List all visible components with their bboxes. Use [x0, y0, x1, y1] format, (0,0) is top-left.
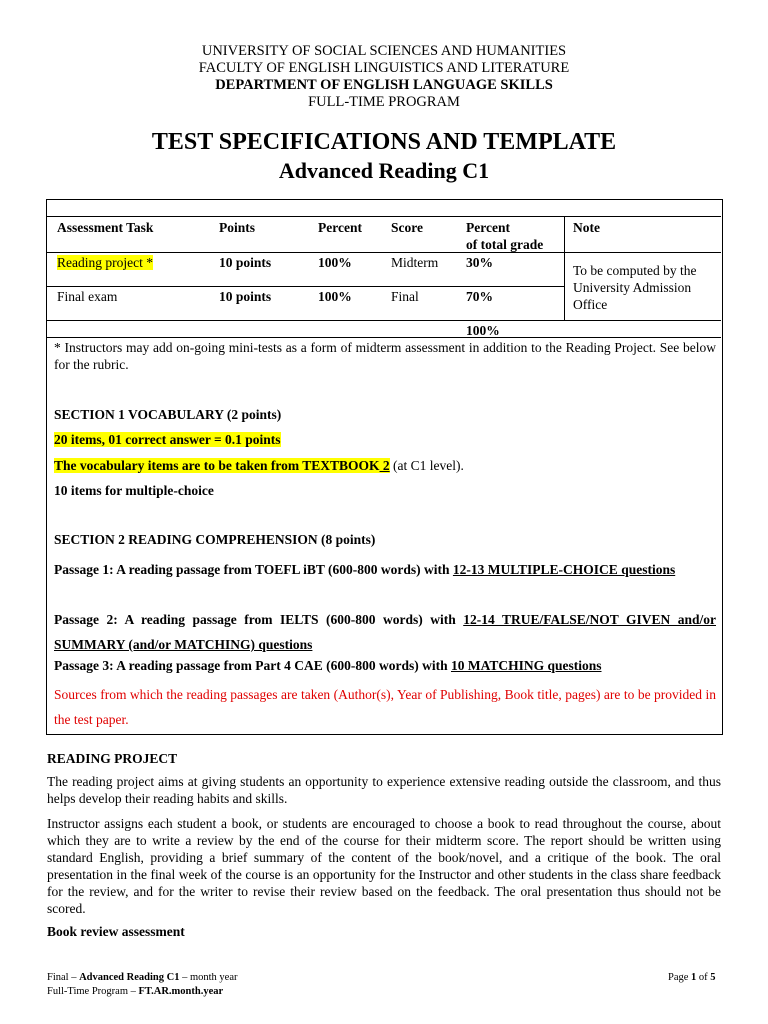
- reading-project-heading: READING PROJECT: [47, 751, 178, 766]
- table-rule: [46, 216, 721, 217]
- book-review-assessment-heading: Book review assessment: [47, 924, 185, 939]
- footnote: * Instructors may add on-going mini-tests as a form of midterm assessment in addition to the Reading Project. See below for the rubric.: [54, 340, 716, 372]
- task-final-exam: Final exam: [57, 289, 118, 304]
- th-score: Score: [391, 220, 423, 235]
- section1-mc: 10 items for multiple-choice: [54, 483, 214, 498]
- th-assessment-task: Assessment Task: [57, 220, 154, 235]
- table-rule: [46, 320, 721, 321]
- note-cell: To be computed by the University Admission Office: [573, 263, 697, 312]
- document-title: TEST SPECIFICATIONS AND TEMPLATE: [151, 129, 617, 155]
- th-percent: Percent: [318, 220, 362, 235]
- row1-score: Midterm: [391, 255, 439, 270]
- table-rule: [46, 252, 721, 253]
- th-percent-total: Percent of total grade: [466, 220, 544, 252]
- row2-score: Final: [391, 289, 419, 304]
- row1-percent: 100%: [318, 255, 352, 270]
- sources-note: Sources from which the reading passages are taken (Author(s), Year of Publishing, Book title, pages) are to be provided in the test paper.: [54, 687, 716, 727]
- total-percent: 100%: [466, 323, 500, 338]
- row2-points: 10 points: [219, 289, 272, 304]
- section1-vocab-source: The vocabulary items are to be taken from TEXTBOOK 2 (at C1 level).: [54, 458, 464, 473]
- section1-items: 20 items, 01 correct answer = 0.1 points: [54, 432, 281, 447]
- department-name: DEPARTMENT OF ENGLISH LANGUAGE SKILLS: [215, 77, 553, 93]
- th-note: Note: [573, 220, 600, 235]
- faculty-name: FACULTY OF ENGLISH LINGUISTICS AND LITERATURE: [198, 60, 570, 76]
- passage-2: Passage 2: A reading passage from IELTS (600-800 words) with 12-14 TRUE/FALSE/NOT GIVEN and/or SUMMARY (and/or MATCHING) questions: [54, 612, 716, 652]
- table-rule: [46, 286, 564, 287]
- section1-heading: SECTION 1 VOCABULARY (2 points): [54, 407, 282, 422]
- section2-heading: SECTION 2 READING COMPREHENSION (8 points): [54, 532, 376, 547]
- reading-project-para2: Instructor assigns each student a book, or students are encouraged to choose a book to read throughout the course, about which they are to write a review by the end of the course for their midterm score. The report should be written using standard English, providing a brief summary of the content of the book/novel, and a critique of the book. The oral presentation in the final week of the course is an opportunity for the Instructor and other students in the class share feedback for the review, and for the writer to revise their review based on the feedback. The oral presentation thus should not be scored.: [47, 816, 721, 916]
- table-row: [57, 254, 153, 271]
- th-points: Points: [219, 220, 256, 235]
- program-name: FULL-TIME PROGRAM: [308, 94, 460, 110]
- row1-total: 30%: [466, 255, 493, 270]
- row2-total: 70%: [466, 289, 493, 304]
- table-rule: [564, 216, 565, 320]
- university-name: UNIVERSITY OF SOCIAL SCIENCES AND HUMANITIES: [201, 43, 567, 59]
- reading-project-para1: The reading project aims at giving students an opportunity to experience extensive reading outside the classroom, and thus helps develop their reading habits and skills.: [47, 774, 721, 806]
- table-rule: [46, 337, 721, 338]
- passage-3: Passage 3: A reading passage from Part 4 CAE (600-800 words) with 10 MATCHING questions: [54, 658, 602, 673]
- page-number: Page 1 of 5: [668, 972, 716, 983]
- row2-percent: 100%: [318, 289, 352, 304]
- footer-course: Final – Advanced Reading C1 – month year: [47, 972, 238, 983]
- passage-1: Passage 1: A reading passage from TOEFL iBT (600-800 words) with 12-13 MULTIPLE-CHOICE questions: [54, 562, 676, 577]
- task-reading-project: Reading project *: [57, 255, 153, 270]
- document-subtitle: Advanced Reading C1: [278, 158, 490, 183]
- footer-code: Full-Time Program – FT.AR.month.year: [47, 986, 224, 997]
- row1-points: 10 points: [219, 255, 272, 270]
